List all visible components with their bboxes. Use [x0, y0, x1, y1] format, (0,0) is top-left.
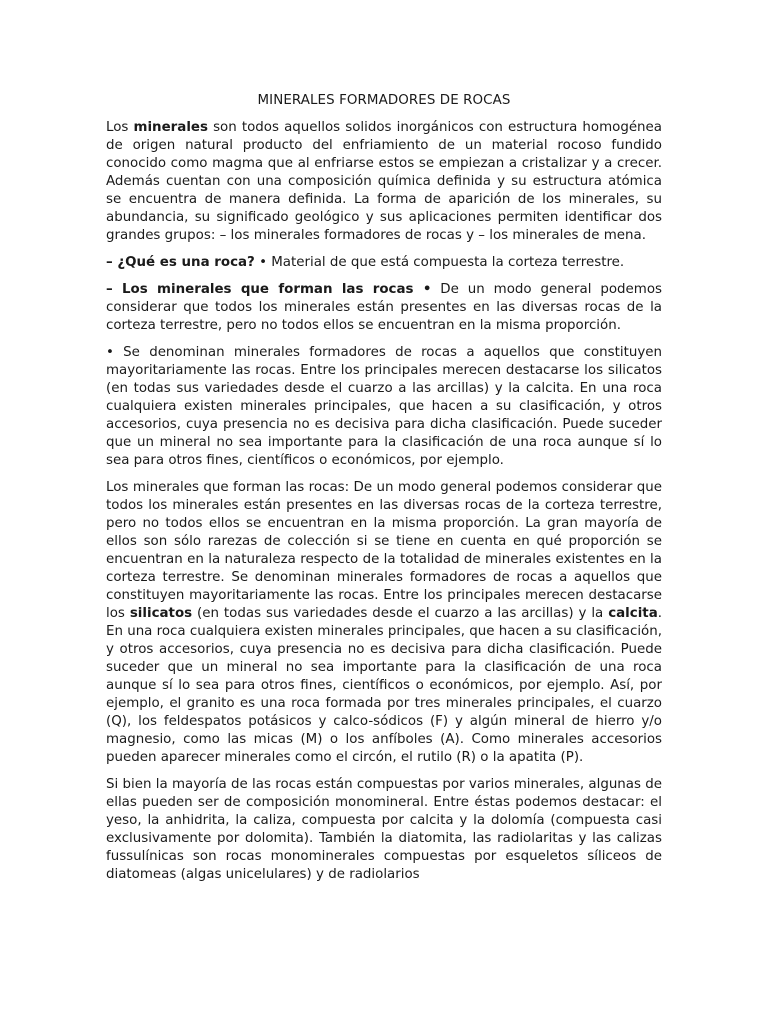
- p5-part1: Los minerales que forman las rocas: De un modo general podemos considerar que todos los minerales están presentes en las diversas rocas de la corteza terrestre, pero no todos ellos se encuentran en la misma proporción. La gran mayoría de ellos son sólo rarezas de colección si se tiene en cuenta en qué proporción se encuentran en la naturaleza respecto de la totalidad de minerales existentes en la corteza terrestre. Se denominan minerales formadores de rocas a aquellos que constituyen mayoritariamente las rocas. Entre los principales merecen destacarse los: [106, 480, 662, 621]
- p1-bold-minerales: minerales: [133, 120, 208, 135]
- paragraph-se-denominan: • Se denominan minerales formadores de rocas a aquellos que constituyen mayoritariamente las rocas. Entre los principales merecen destacarse los silicatos (en todas sus variedades desde el cuarzo a las arcillas) y la calcita. En una roca cualquiera existen minerales principales, que hacen a su clasificación, y otros accesorios, cuya presencia no es decisiva para dicha clasificación. Puede suceder que un mineral no sea importante para la clasificación de una roca aunque sí lo sea para otros fines, científicos o económicos, por ejemplo.: [106, 345, 662, 468]
- paragraph-minerales-forman-rocas-detail: [106, 479, 662, 767]
- paragraph-monomineral: Si bien la mayoría de las rocas están compuestas por varios minerales, algunas de ellas pueden ser de composición monomineral. Entre éstas podemos destacar: el yeso, la anhidrita, la caliza, compuesta por calcita y la dolomía (compuesta casi exclusivamente por dolomita). También la diatomita, las radiolaritas y las calizas fussulínicas son rocas monominerales compuestas por esqueletos síliceos de diatomeas (algas unicelulares) y de radiolarios: [106, 777, 662, 882]
- paragraph-minerales-forman-rocas: [106, 281, 662, 335]
- p2-text: • Material de que está compuesta la corteza terrestre.: [254, 255, 625, 270]
- paragraph-que-es-roca: [106, 254, 662, 272]
- p3-bold-heading: – Los minerales que forman las rocas •: [106, 282, 432, 297]
- p3-text: De un modo general podemos considerar que todos los minerales están presentes en las diversas rocas de la corteza terrestre, pero no todos ellos se encuentran en la misma proporción.: [106, 282, 662, 333]
- p5-part2: (en todas sus variedades desde el cuarzo a las arcillas) y la: [192, 606, 609, 621]
- p1-lead: Los: [106, 120, 134, 135]
- p1-text: son todos aquellos solidos inorgánicos con estructura homogénea de origen natural producto del enfriamiento de un material rocoso fundido conocido como magma que al enfriarse estos se empiezan a cristalizar y a crecer. Además cuentan con una composición química definida y su estructura atómica se encuentra de manera definida. La forma de aparición de los minerales, su abundancia, su significado geológico y sus aplicaciones permiten identificar dos grandes grupos: – los minerales formadores de rocas y – los minerales de mena.: [106, 120, 662, 243]
- document-title: MINERALES FORMADORES DE ROCAS: [257, 93, 511, 108]
- p5-bold-silicatos: silicatos: [129, 606, 193, 621]
- p5-bold-calcita: calcita: [608, 606, 658, 621]
- paragraph-minerales-definition: [106, 119, 662, 245]
- p5-part3: . En una roca cualquiera existen minerales principales, que hacen a su clasificación, y otros accesorios, cuya presencia no es decisiva para dicha clasificación. Puede suceder que un mineral no sea importante para la clasificación de una roca aunque sí lo sea para otros fines, científicos o económicos, por ejemplo. Así, por ejemplo, el granito es una roca formada por tres minerales principales, el cuarzo (Q), los feldespatos potásicos y calco-sódicos (F) y algún mineral de hierro y/o magnesio, como las micas (M) o los anfíboles (A). Como minerales accesorios pueden aparecer minerales como el circón, el rutilo (R) o la apatita (P).: [106, 606, 662, 765]
- p2-bold-question: – ¿Qué es una roca?: [106, 255, 255, 270]
